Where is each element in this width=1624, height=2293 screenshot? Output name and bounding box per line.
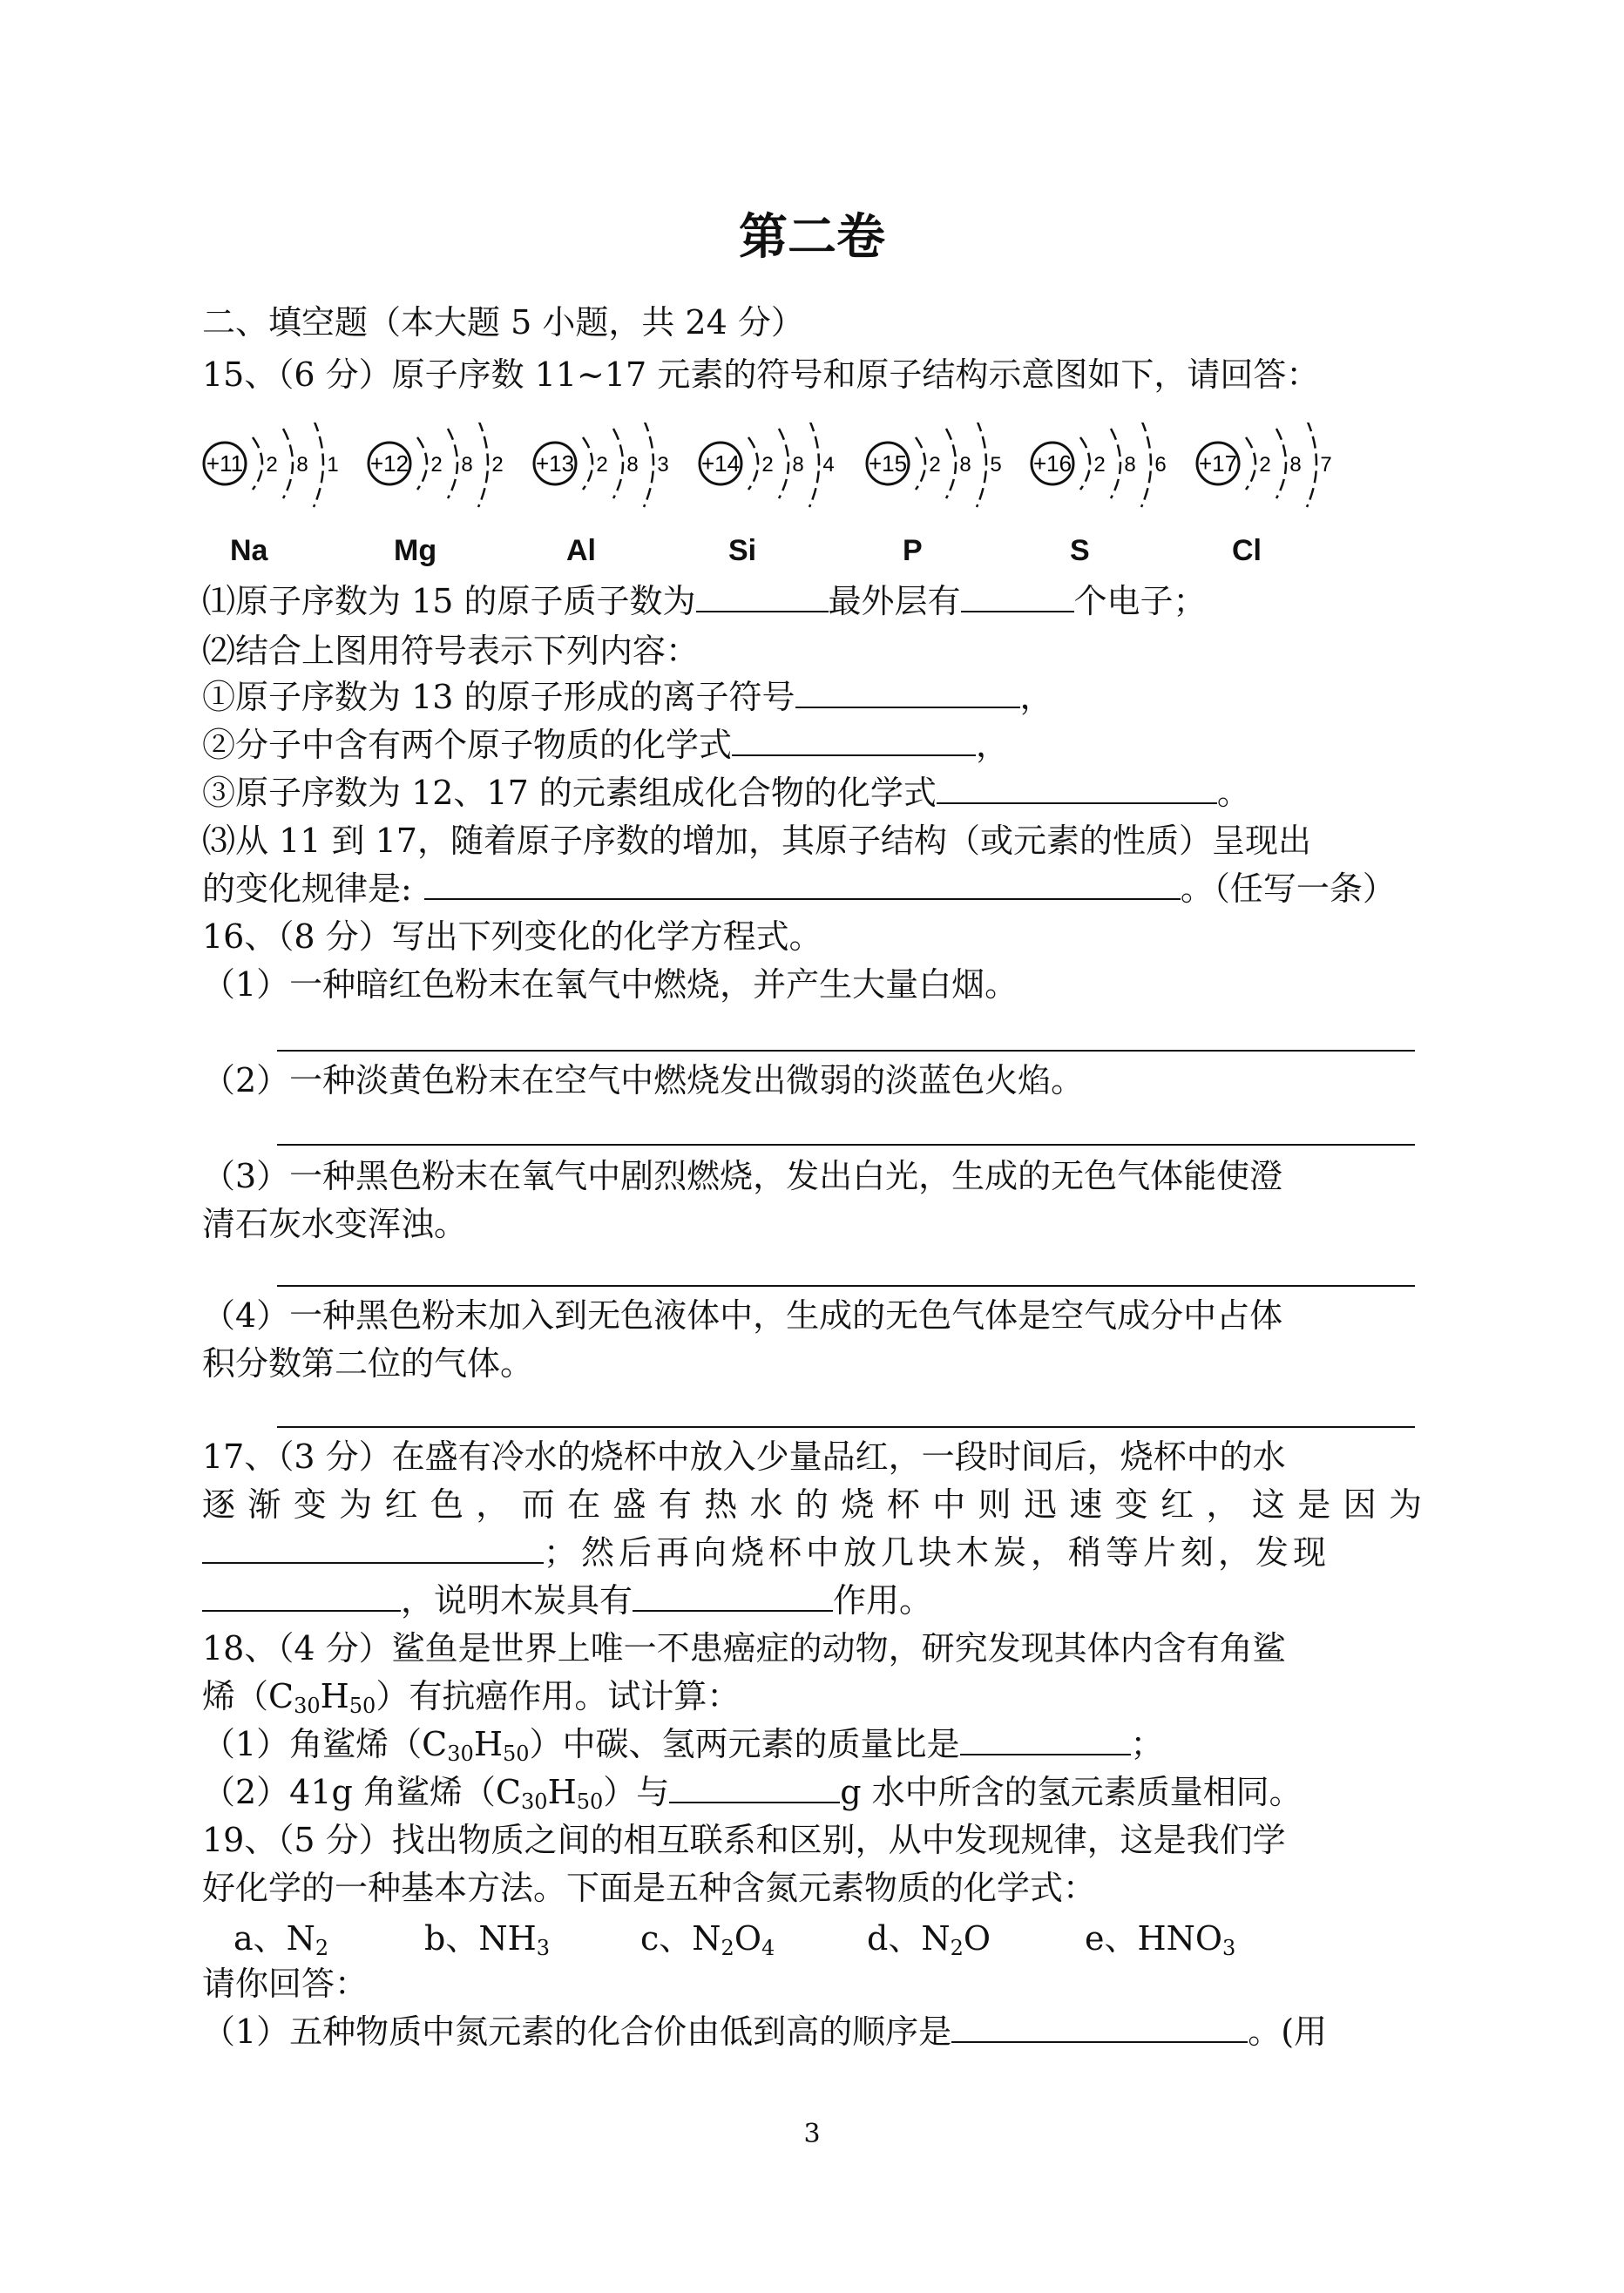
q17-line4	[202, 1579, 932, 1622]
answer-blank[interactable]	[669, 1772, 840, 1803]
subscript: 3	[1222, 1936, 1236, 1960]
subscript: 50	[348, 1694, 376, 1718]
electron-shell-arc	[314, 423, 323, 507]
electron-count: 2	[761, 453, 774, 477]
electron-shell-arc	[613, 429, 623, 498]
formula-b	[424, 1917, 550, 1960]
nucleus-charge: +16	[1032, 450, 1073, 477]
answer-line[interactable]	[277, 1144, 1415, 1146]
atom-diagram-s	[1032, 423, 1167, 507]
q15-part2-1-end: ，	[1019, 678, 1053, 716]
answer-blank[interactable]	[202, 1532, 544, 1564]
subscript: 3	[536, 1936, 550, 1960]
nucleus-charge: +17	[1198, 450, 1238, 477]
q15-part2-2	[202, 723, 1009, 767]
electron-shell-arc	[1111, 429, 1120, 498]
electron-shell-arc	[644, 423, 653, 507]
atom-diagram-cl	[1197, 423, 1332, 507]
atom-diagram-mg	[369, 423, 504, 507]
electron-count: 8	[461, 453, 473, 477]
q18-item2-text: H	[547, 1773, 577, 1811]
electron-shell-arc	[448, 429, 457, 498]
subscript: 4	[761, 1936, 775, 1960]
q18-text: ）有抗癌作用。试计算：	[376, 1677, 741, 1715]
formula-text: a、N	[233, 1919, 315, 1958]
electron-shell-arc	[1141, 423, 1151, 507]
q18-line2	[202, 1674, 740, 1718]
q19-ask: 请你回答：	[202, 1965, 369, 2003]
electron-count: 5	[990, 453, 1002, 477]
electron-count: 8	[1289, 453, 1302, 477]
q15-part2-2-end: ，	[976, 726, 1010, 764]
symbol-si: Si	[728, 534, 757, 567]
formula-a	[233, 1917, 328, 1960]
subscript: 30	[447, 1742, 474, 1766]
nucleus-charge: +13	[535, 450, 575, 477]
q17-line3-text: ；然后再向烧杯中放几块木炭，稍等片刻，发现	[544, 1533, 1331, 1572]
q19-line1: 19、（5 分）找出物质之间的相互联系和区别，从中发现规律，这是我们学	[202, 1821, 1286, 1859]
q18-text: H	[320, 1677, 349, 1715]
q17-line1: 17、（3 分）在盛有冷水的烧杯中放入少量品红，一段时间后，烧杯中的水	[202, 1437, 1286, 1476]
electron-count: 6	[1154, 453, 1167, 477]
subscript: 2	[315, 1936, 329, 1960]
symbol-al: Al	[566, 534, 596, 567]
nucleus-charge: +12	[369, 450, 409, 477]
q19-item1	[202, 2010, 1327, 2053]
q15-part1	[202, 579, 1207, 623]
q19-item1-end: 。(用	[1248, 2012, 1328, 2051]
q15-part2: ⑵结合上图用符号表示下列内容：	[202, 632, 700, 670]
q17-line3	[202, 1531, 1330, 1574]
q18-item2-text: ）与	[603, 1773, 670, 1811]
electron-count: 2	[1259, 453, 1271, 477]
q15-part3-end: 。（任写一条）	[1180, 869, 1396, 908]
electron-shell-arc	[977, 423, 986, 507]
subscript: 50	[576, 1789, 604, 1814]
q15-part3-line2	[202, 867, 1396, 910]
nucleus-charge: +14	[700, 450, 741, 477]
electron-count: 2	[491, 453, 504, 477]
subscript: 2	[950, 1936, 964, 1960]
answer-blank[interactable]	[951, 2012, 1248, 2043]
q18-line1: 18、（4 分）鲨鱼是世界上唯一不患癌症的动物，研究发现其体内含有角鲨	[202, 1629, 1286, 1667]
answer-line[interactable]	[277, 1426, 1415, 1428]
answer-blank[interactable]	[202, 1580, 401, 1612]
formula-e	[1085, 1917, 1235, 1960]
nucleus-charge: +11	[206, 450, 244, 477]
q18-item2-end: g 水中所含的氢元素质量相同。	[840, 1773, 1303, 1811]
q15-part2-1-text: ①原子序数为 13 的原子形成的离子符号	[202, 678, 795, 716]
q16-item2: （2）一种淡黄色粉末在空气中燃烧发出微弱的淡蓝色火焰。	[202, 1061, 1085, 1099]
q15-part2-3-end: 。	[1216, 774, 1250, 812]
q15-part3-text: 的变化规律是:	[202, 869, 412, 908]
q16-item1: （1）一种暗红色粉末在氧气中燃烧，并产生大量白烟。	[202, 965, 1018, 1004]
answer-blank[interactable]	[961, 581, 1074, 612]
q18-item1-text: （1）角鲨烯（C	[202, 1725, 448, 1763]
electron-count: 1	[327, 453, 339, 477]
electron-shell-arc	[1246, 437, 1255, 490]
q19-line2: 好化学的一种基本方法。下面是五种含氮元素物质的化学式：	[202, 1869, 1097, 1907]
electron-shell-arc	[946, 429, 956, 498]
electron-count: 2	[596, 453, 608, 477]
electron-count: 8	[792, 453, 804, 477]
symbol-cl: Cl	[1232, 534, 1262, 567]
q17-line4-text-a: ，说明木炭具有	[401, 1581, 633, 1620]
answer-blank[interactable]	[696, 581, 829, 612]
atom-diagram-al	[534, 423, 669, 507]
electron-shell-arc	[1307, 423, 1316, 507]
electron-shell-arc	[1276, 429, 1286, 498]
q19-item1-text: （1）五种物质中氮元素的化合价由低到高的顺序是	[202, 2012, 952, 2051]
subscript: 30	[294, 1694, 321, 1718]
nucleus-charge: +15	[868, 450, 908, 477]
answer-blank[interactable]	[960, 1724, 1131, 1755]
q16-item4-line1: （4）一种黑色粉末加入到无色液体中，生成的无色气体是空气成分中占体	[202, 1296, 1283, 1335]
electron-count: 8	[626, 453, 639, 477]
electron-count: 2	[430, 453, 443, 477]
answer-blank[interactable]	[424, 869, 1181, 900]
answer-blank[interactable]	[633, 1580, 833, 1612]
atom-diagram-p	[867, 423, 1002, 507]
electron-shell-arc	[916, 437, 925, 490]
formula-text: b、NH	[424, 1919, 537, 1958]
q15-stem: 15、（6 分）原子序数 11~17 元素的符号和原子结构示意图如下，请回答：	[202, 355, 1320, 394]
electron-count: 2	[266, 453, 278, 477]
q16-item3-line1: （3）一种黑色粉末在氧气中剧烈燃烧，发出白光，生成的无色气体能使澄	[202, 1157, 1283, 1195]
q18-item1	[202, 1722, 1164, 1766]
q15-part1-text-a: ⑴原子序数为 15 的原子质子数为	[202, 582, 696, 620]
formula-text: d、N	[867, 1919, 951, 1958]
electron-count: 8	[1124, 453, 1136, 477]
electron-count: 8	[296, 453, 308, 477]
q15-part2-3-text: ③原子序数为 12、17 的元素组成化合物的化学式	[202, 774, 937, 812]
electron-count: 4	[822, 453, 835, 477]
electron-shell-arc	[478, 423, 488, 507]
symbol-p: P	[903, 534, 923, 567]
page-number: 3	[803, 2119, 821, 2149]
electron-shell-arc	[779, 429, 788, 498]
symbol-s: S	[1070, 534, 1090, 567]
symbol-mg: Mg	[394, 534, 437, 567]
electron-count: 2	[1093, 453, 1106, 477]
electron-count: 7	[1320, 453, 1332, 477]
answer-line[interactable]	[277, 1285, 1415, 1287]
q18-item1-end: ；	[1130, 1725, 1164, 1763]
page-title: 第二卷	[739, 208, 885, 266]
electron-count: 8	[959, 453, 971, 477]
q17-line2: 逐渐变为红色，而在盛有热水的烧杯中则迅速变红，这是因为	[202, 1485, 1422, 1524]
atom-diagram-si	[700, 423, 835, 507]
answer-blank[interactable]	[732, 725, 976, 756]
q18-item2-text: （2）41g 角鲨烯（C	[202, 1773, 522, 1811]
q15-part2-1	[202, 675, 1053, 719]
formula-text: O	[734, 1919, 761, 1958]
q18-item2	[202, 1770, 1303, 1814]
answer-line[interactable]	[277, 1050, 1415, 1052]
q15-part3-line1: ⑶从 11 到 17，随着原子序数的增加，其原子结构（或元素的性质）呈现出	[202, 822, 1311, 860]
q15-part1-text-b: 最外层有	[828, 582, 961, 620]
symbol-na: Na	[230, 534, 268, 567]
formula-c	[640, 1917, 775, 1960]
q17-line4-text-b: 作用。	[833, 1581, 933, 1620]
q18-text: 烯（C	[202, 1677, 294, 1715]
atomic-structure-diagrams	[0, 423, 1624, 545]
answer-blank[interactable]	[937, 773, 1217, 804]
q18-item1-text: H	[473, 1725, 503, 1763]
electron-shell-arc	[809, 423, 819, 507]
section-heading: 二、填空题（本大题 5 小题，共 24 分）	[202, 303, 804, 342]
electron-shell-arc	[253, 437, 262, 490]
subscript: 50	[502, 1742, 530, 1766]
electron-shell-arc	[283, 429, 293, 498]
formula-d	[867, 1917, 991, 1960]
electron-shell-arc	[1080, 437, 1090, 490]
q15-part2-3	[202, 771, 1250, 815]
formula-text: e、HNO	[1085, 1919, 1223, 1958]
electron-shell-arc	[583, 437, 592, 490]
answer-blank[interactable]	[795, 677, 1020, 708]
atom-diagram-na	[204, 423, 339, 507]
q16-item3-line2: 清石灰水变浑浊。	[202, 1205, 468, 1243]
q18-item1-text: ）中碳、氢两元素的质量比是	[529, 1725, 960, 1763]
electron-shell-arc	[748, 437, 758, 490]
q15-part1-text-c: 个电子；	[1073, 582, 1207, 620]
formula-text: c、N	[640, 1919, 721, 1958]
electron-count: 2	[929, 453, 941, 477]
q16-stem: 16、（8 分）写出下列变化的化学方程式。	[202, 917, 822, 956]
subscript: 30	[521, 1789, 548, 1814]
q16-item4-line2: 积分数第二位的气体。	[202, 1344, 534, 1383]
electron-shell-arc	[417, 437, 427, 490]
q15-part2-2-text: ②分子中含有两个原子物质的化学式	[202, 726, 733, 764]
formula-text: O	[963, 1919, 991, 1958]
subscript: 2	[721, 1936, 734, 1960]
electron-count: 3	[657, 453, 669, 477]
